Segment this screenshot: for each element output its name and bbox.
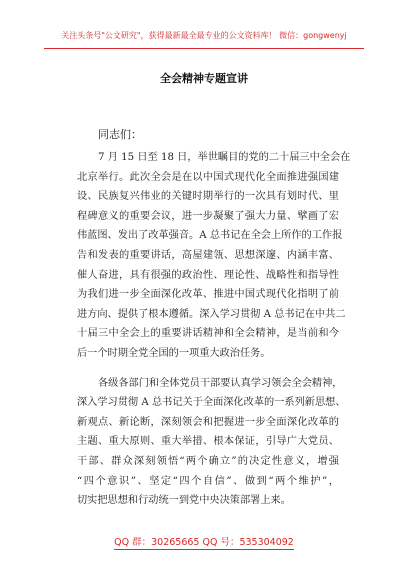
paragraph-line: 设、民族复兴伟业的关键时期举行的一次具有划时代、里 [77, 191, 339, 203]
paragraph [77, 148, 351, 364]
document-title: 全会精神专题宣讲 [160, 72, 248, 85]
paragraph-line: 十届三中全会上的重要讲话精神和全会精神，是当前和今 [77, 328, 339, 340]
footer-qq-text: QQ 群：30265665 QQ 号：535304092 [114, 537, 294, 548]
paragraph-spacer [77, 364, 339, 374]
paragraph-line: 切实把思想和行动统一到党中央决策部署上来。 [77, 495, 291, 507]
paragraph-line: 各级各部门和全体党员干部要认真学习领会全会精神， [98, 377, 343, 389]
paragraph-line: 7 月 15 日至 18 日，举世瞩目的党的二十届三中全会在 [98, 152, 351, 163]
header-banner: 关注头条号"公文研究"，获得最新最全最专业的公文资料库！ 微信：gongwenyj [61, 31, 347, 40]
paragraph-line: 伟蓝图、发出了改革强音。A 总书记在全会上所作的工作报 [77, 230, 343, 242]
paragraph-line: 北京举行。此次全会是在以中国式现代化全面推进强国建 [77, 171, 339, 183]
paragraph-line: 为我们进一步全面深化改革、推进中国式现代化指明了前 [77, 289, 339, 301]
document-body [77, 148, 351, 511]
paragraph-line: 程碑意义的重要会议，进一步凝聚了强大力量、擘画了宏 [77, 210, 339, 222]
salutation: 同志们： [98, 128, 142, 141]
paragraph-line: “四个意识”、坚定“四个自信”、做到“两个维护”， [77, 475, 339, 487]
header-divider [44, 48, 364, 49]
paragraph-line: 进方向、提供了根本遵循。深入学习贯彻 A 总书记在中共二 [77, 308, 346, 320]
paragraph [77, 374, 346, 511]
footer-contact [0, 534, 408, 548]
paragraph-line: 告和发表的重要讲话，高屋建瓴、思想深邃、内涵丰富、 [77, 249, 339, 261]
paragraph-line: 深入学习贯彻 A 总书记关于全面深化改革的一系列新思想、 [77, 397, 346, 409]
paragraph-line: 干部、群众深刻领悟“两个确立”的决定性意义，增强 [77, 455, 339, 467]
paragraph-line: 后一个时期全党全国的一项重大政治任务。 [77, 347, 271, 359]
paragraph-line: 主题、重大原则、重大举措、根本保证，引导广大党员、 [77, 436, 339, 448]
paragraph-line: 催人奋进，具有很强的政治性、理论性、战略性和指导性 [77, 269, 339, 281]
paragraph-line: 新观点、新论断，深刻领会和把握进一步全面深化改革的 [77, 416, 339, 428]
